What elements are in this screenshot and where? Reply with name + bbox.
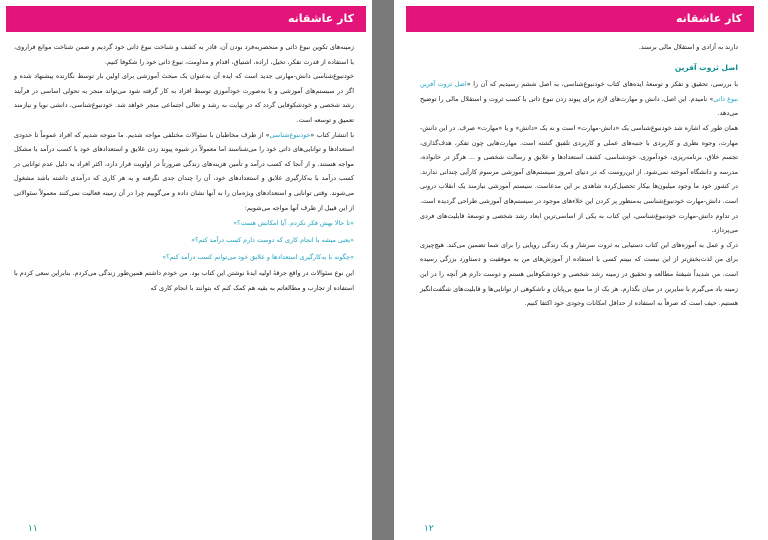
paragraph — [14, 128, 354, 216]
page-header: کار عاشقانه — [6, 6, 366, 32]
text-run: » از طرف مخاطبان با سئوالات مختلفی مواجه شدیم. ما متوجه شدیم که افراد عموماً تا حدودی استعدادها و توانایی‌های ذاتی خود را می‌شناسند اما معمولاً در شیوه پیوند زدن علایق و استعدادهای خود با کسب درآمد با مشکل مواجه هستند. و از آنجا که کسب درآمد و تأمین هزینه‌های زندگی ضرورتاً در اولویت قرار دارد، اکثر افراد به دلیل عدم توانایی در کسب درآمد با به‌کارگیری علایق و استعدادهای خود، آن را چندان جدی نگرفته و به هر کاری که درآمدی داشته باشد مشغول می‌شوند. وقتی توانایی و استعدادهای ویژه‌مان را به آنها نشان داده و می‌گوییم چرا در آن زمینه فعالیت نمی‌کنند معمولاً سئوالاتی از این قبیل از طرف آنها مواجه می‌شویم: — [14, 130, 354, 212]
question-quote: «تا حالا بهش فکر نکردم. آیا امکانش هست؟» — [233, 219, 354, 228]
right-page — [394, 0, 768, 540]
left-page — [0, 0, 372, 540]
paragraph — [420, 77, 738, 121]
text-run: با بررسی، تحقیق و تفکر و توسعهٔ ایده‌های کتاب خودنبوغ‌شناسی، به اصل ششم رسیدیم که آن را « — [466, 80, 738, 89]
paragraph: دارند به آزادی و استقلال مالی برسند. — [638, 43, 738, 51]
question-quote: «یعنی میشه با انجام کاری که دوست دارم کسب درآمد کنم؟» — [191, 236, 354, 245]
page-body — [420, 40, 738, 311]
question-quote: «چگونه با به‌کارگیری استعدادها و علایق خود می‌توانم کسب درآمد کنم؟» — [162, 253, 354, 262]
book-title-link[interactable]: خودنبوغ‌شناسی — [269, 130, 311, 139]
paragraph: درک و عمل به آموزه‌های این کتاب دستیابی به ثروت سرشار و یک زندگی رویایی را برای شما تضمین می‌کند. هیچ‌چیزی برای من لذت‌بخش‌تر از این نیست که ببینم کسی با استفاده از آموزش‌های من به موفقیت و دستاورد بزرگی رسیده است. من شدیداً شیفتهٔ مطالعه و تحقیق در زمینه رشد شخصی و خودشکوفایی هستم و دوست دارم هر آنچه را در این زمینه یاد می‌گیرم با سایرین در میان بگذارم. هر یک از ما منبع بی‌پایان و ناشکوهی از توانایی‌ها و قابلیت‌های شگفت‌انگیز هستیم. حیف است که صرفاً به استفاده از حداقل امکانات وجودی خود اکتفا کنیم. — [420, 240, 738, 308]
page-number: ۱۲ — [424, 524, 434, 534]
paragraph: همان طور که اشاره شد خودنبوغ‌شناسی یک «دانش-مهارت» است و نه یک «دانش» و یا «مهارت» صرف. در این دانش-مهارت، وجوه نظری و کاربردی با جنبه‌های عملی و کاربردی تلفیق گشته است. مهارت‌هایی چون تفکر، هدف‌گذاری، تجسم خلاق، برنامه‌ریزی، خودآموزی، خودشناسی، کشف استعدادها و علایق و رسالت شخصی و ... هرگز در خانواده، مدرسه و دانشگاه آموخته نمی‌شود. از این‌روست که در دنیای امروز سیستم‌های آموزشی مرسوم کارآیی چندانی ندارند. در کشور خود ما وجود میلیون‌ها بیکار تحصیل‌کرده شاهدی بر این مدعاست. سیستم آموزشی نیازمند یک انقلاب درونی است. دانش-مهارت خودنبوغ‌شناسی به‌منظور پر کردن این خلاءهای موجود در سیستم‌های آموزشی طراحی گردیده است. در تداوم دانش-مهارت خودنبوغ‌شناسی، این کتاب به یکی از اساسی‌ترین ابعاد رشد شخصی و توسعهٔ قابلیت‌های فردی می‌پردازد. — [420, 123, 738, 235]
paragraph: زمینه‌های تکوین نبوغ ذاتی و منحصربه‌فرد بودن آن، قادر به کشف و شناخت نبوغ ذاتی خود گردیم و ضمن شناخت موانع فراروی، با استفاده از قدرت تفکر، تخیل، اراده، اشتیاق، اقدام و مداومت، نبوغ ذاتی خود را شکوفا کنیم. — [14, 43, 354, 66]
paragraph: این نوع سئوالات در واقع جرقهٔ اولیه ایدهٔ نوشتن این کتاب بود. من خودم داشتم همین‌طور زندگی می‌کردم. بنابراین سعی کردم با استفاده از تجارب و مطالعاتم به بقیه هم کمک کنم که بتوانند با انجام کاری که — [14, 269, 354, 292]
section-subheading: اصل ثروت آفرین — [674, 62, 738, 72]
text-run: با انتشار کتاب « — [310, 130, 354, 139]
text-run: » نامیدم. این اصل، دانش و مهارت‌های لازم برای پیوند زدن نبوغ ذاتی با کسب ثروت و استقلال مالی را توضیح می‌دهد. — [420, 94, 738, 118]
paragraph: خودنبوغ‌شناسی دانش-مهارتی جدید است که ایده آن به‌عنوان یک مبحث آموزشی برای اولین بار توسط نگارنده پیشنهاد شده و اگر در سیستم‌های آموزشی و یا به‌صورت خودآموزی توسط افراد به کار گرفته شود می‌تواند منجر به تحولی اساسی در فرآیند رشد شخصی و خودشکوفایی گردد که در نهایت به رشد و تعالی اجتماعی منجر خواهد شد. خودنبوغ‌شناسی، دانشی نوپا و نیازمند تعمیق و توسعه است. — [14, 72, 354, 124]
principle-link[interactable]: اصل ثروت آفرین نبوغ ذاتی — [420, 80, 738, 103]
page-number: ۱۱ — [28, 524, 38, 534]
page-body — [14, 40, 354, 295]
page-header: کار عاشقانه — [406, 6, 754, 32]
